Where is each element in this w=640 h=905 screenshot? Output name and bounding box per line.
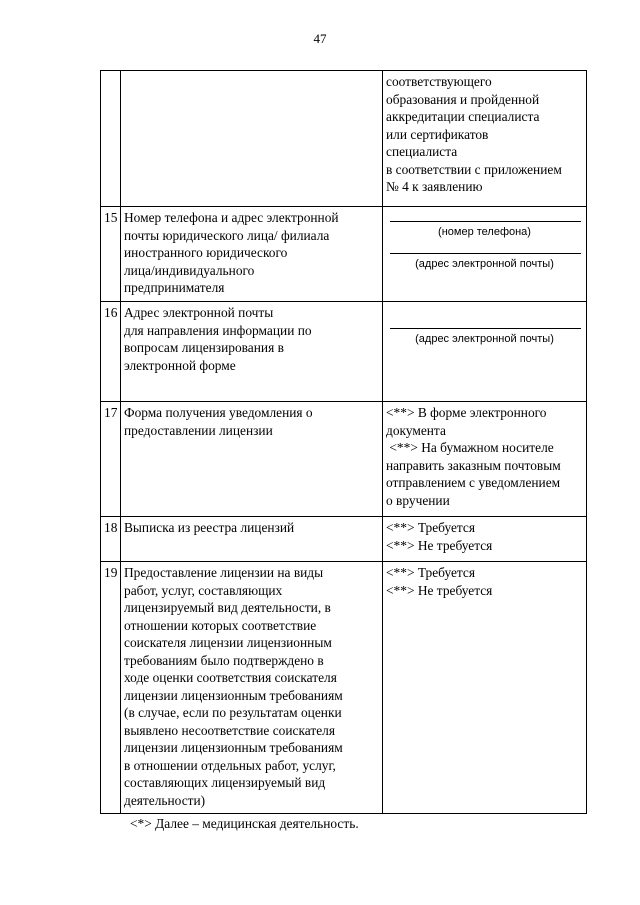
value-line: в соответствии с приложением <box>386 161 562 177</box>
label-line: деятельности) <box>124 792 206 808</box>
label-line: электронной форме <box>124 357 236 373</box>
value-line: специалиста <box>386 144 458 159</box>
label-line: ходе оценки соответствия соискателя <box>124 670 337 685</box>
value-line: или сертификатов <box>386 126 489 142</box>
option-required[interactable]: <**> Требуется <box>386 565 476 580</box>
option-electronic[interactable]: <**> В форме электронного <box>386 405 547 420</box>
page-number: 47 <box>313 31 327 46</box>
email-caption: (адрес электронной почты) <box>415 333 554 345</box>
row-number: 16 <box>101 302 121 402</box>
row-value-cell <box>383 207 587 302</box>
label-line: лицензии лицензионным требованиям <box>124 740 343 755</box>
label-line: Номер телефона и адрес электронной <box>124 210 339 225</box>
phone-caption: (номер телефона) <box>438 226 531 238</box>
label-line: соискателя лицензии лицензионным <box>124 635 332 650</box>
option-not-required[interactable]: <**> Не требуется <box>386 537 493 553</box>
row-value-cell <box>383 562 587 814</box>
label-line: Форма получения уведомления о <box>124 405 313 420</box>
row-value-cell <box>383 402 587 517</box>
value-line: образования и пройденной <box>386 91 540 107</box>
row-label-cell <box>121 302 383 402</box>
label-line: требованиям было подтверждено в <box>124 652 324 668</box>
label-line: Выписка из реестра лицензий <box>124 520 295 535</box>
footnote: <*> Далее – медицинская деятельность. <box>130 816 359 831</box>
email-field[interactable] <box>390 241 581 254</box>
row-value-cell <box>383 517 587 562</box>
label-line: Адрес электронной почты <box>124 305 274 320</box>
label-line: (в случае, если по результатам оценки <box>124 705 342 720</box>
option-paper[interactable]: <**> На бумажном носителе <box>386 440 554 455</box>
option-required[interactable]: <**> Требуется <box>386 520 476 535</box>
row-number-cell <box>101 71 121 207</box>
row-label-cell <box>121 207 383 302</box>
application-form-table <box>100 70 587 814</box>
label-line: предоставлении лицензии <box>124 422 273 438</box>
label-line: работ, услуг, составляющих <box>124 582 283 598</box>
option-line: отправлением с уведомлением <box>386 475 561 490</box>
value-line: № 4 к заявлению <box>386 179 483 194</box>
row-value-cell <box>383 71 587 207</box>
label-line: выявлено несоответствие соискателя <box>124 722 335 738</box>
notification-email-field[interactable] <box>390 304 581 329</box>
row-number: 19 <box>101 562 121 814</box>
phone-field[interactable] <box>390 209 581 222</box>
label-line: Предоставление лицензии на виды <box>124 565 324 580</box>
table-row-15 <box>101 207 587 302</box>
table-row-continuation <box>101 71 587 207</box>
label-line: лицензируемый вид деятельности, в <box>124 600 331 615</box>
table-row-19 <box>101 562 587 814</box>
option-line: направить заказным почтовым <box>386 457 561 473</box>
row-label-cell <box>121 402 383 517</box>
row-label-cell <box>121 562 383 814</box>
option-line: документа <box>386 422 446 438</box>
row-number: 15 <box>101 207 121 302</box>
label-line: почты юридического лица/ филиала <box>124 227 330 243</box>
row-number: 17 <box>101 402 121 517</box>
option-not-required[interactable]: <**> Не требуется <box>386 582 493 598</box>
label-line: лицензии лицензионным требованиям <box>124 687 343 703</box>
label-line: иностранного юридического <box>124 245 288 260</box>
email-caption: (адрес электронной почты) <box>415 258 554 270</box>
value-line: соответствующего <box>386 74 492 89</box>
row-label-cell <box>121 517 383 562</box>
label-line: лица/индивидуального <box>124 262 255 278</box>
label-line: предпринимателя <box>124 280 225 295</box>
label-line: отношении которых соответствие <box>124 617 317 633</box>
label-line: в отношении отдельных работ, услуг, <box>124 757 336 773</box>
option-line: о вручении <box>386 492 450 508</box>
row-number: 18 <box>101 517 121 562</box>
table-row-17 <box>101 402 587 517</box>
value-line: аккредитации специалиста <box>386 109 540 124</box>
row-label-cell <box>121 71 383 207</box>
table-row-16 <box>101 302 587 402</box>
label-line: для направления информации по <box>124 322 312 338</box>
table-row-18 <box>101 517 587 562</box>
label-line: составляющих лицензируемый вид <box>124 775 326 790</box>
label-line: вопросам лицензирования в <box>124 340 284 355</box>
row-value-cell <box>383 302 587 402</box>
